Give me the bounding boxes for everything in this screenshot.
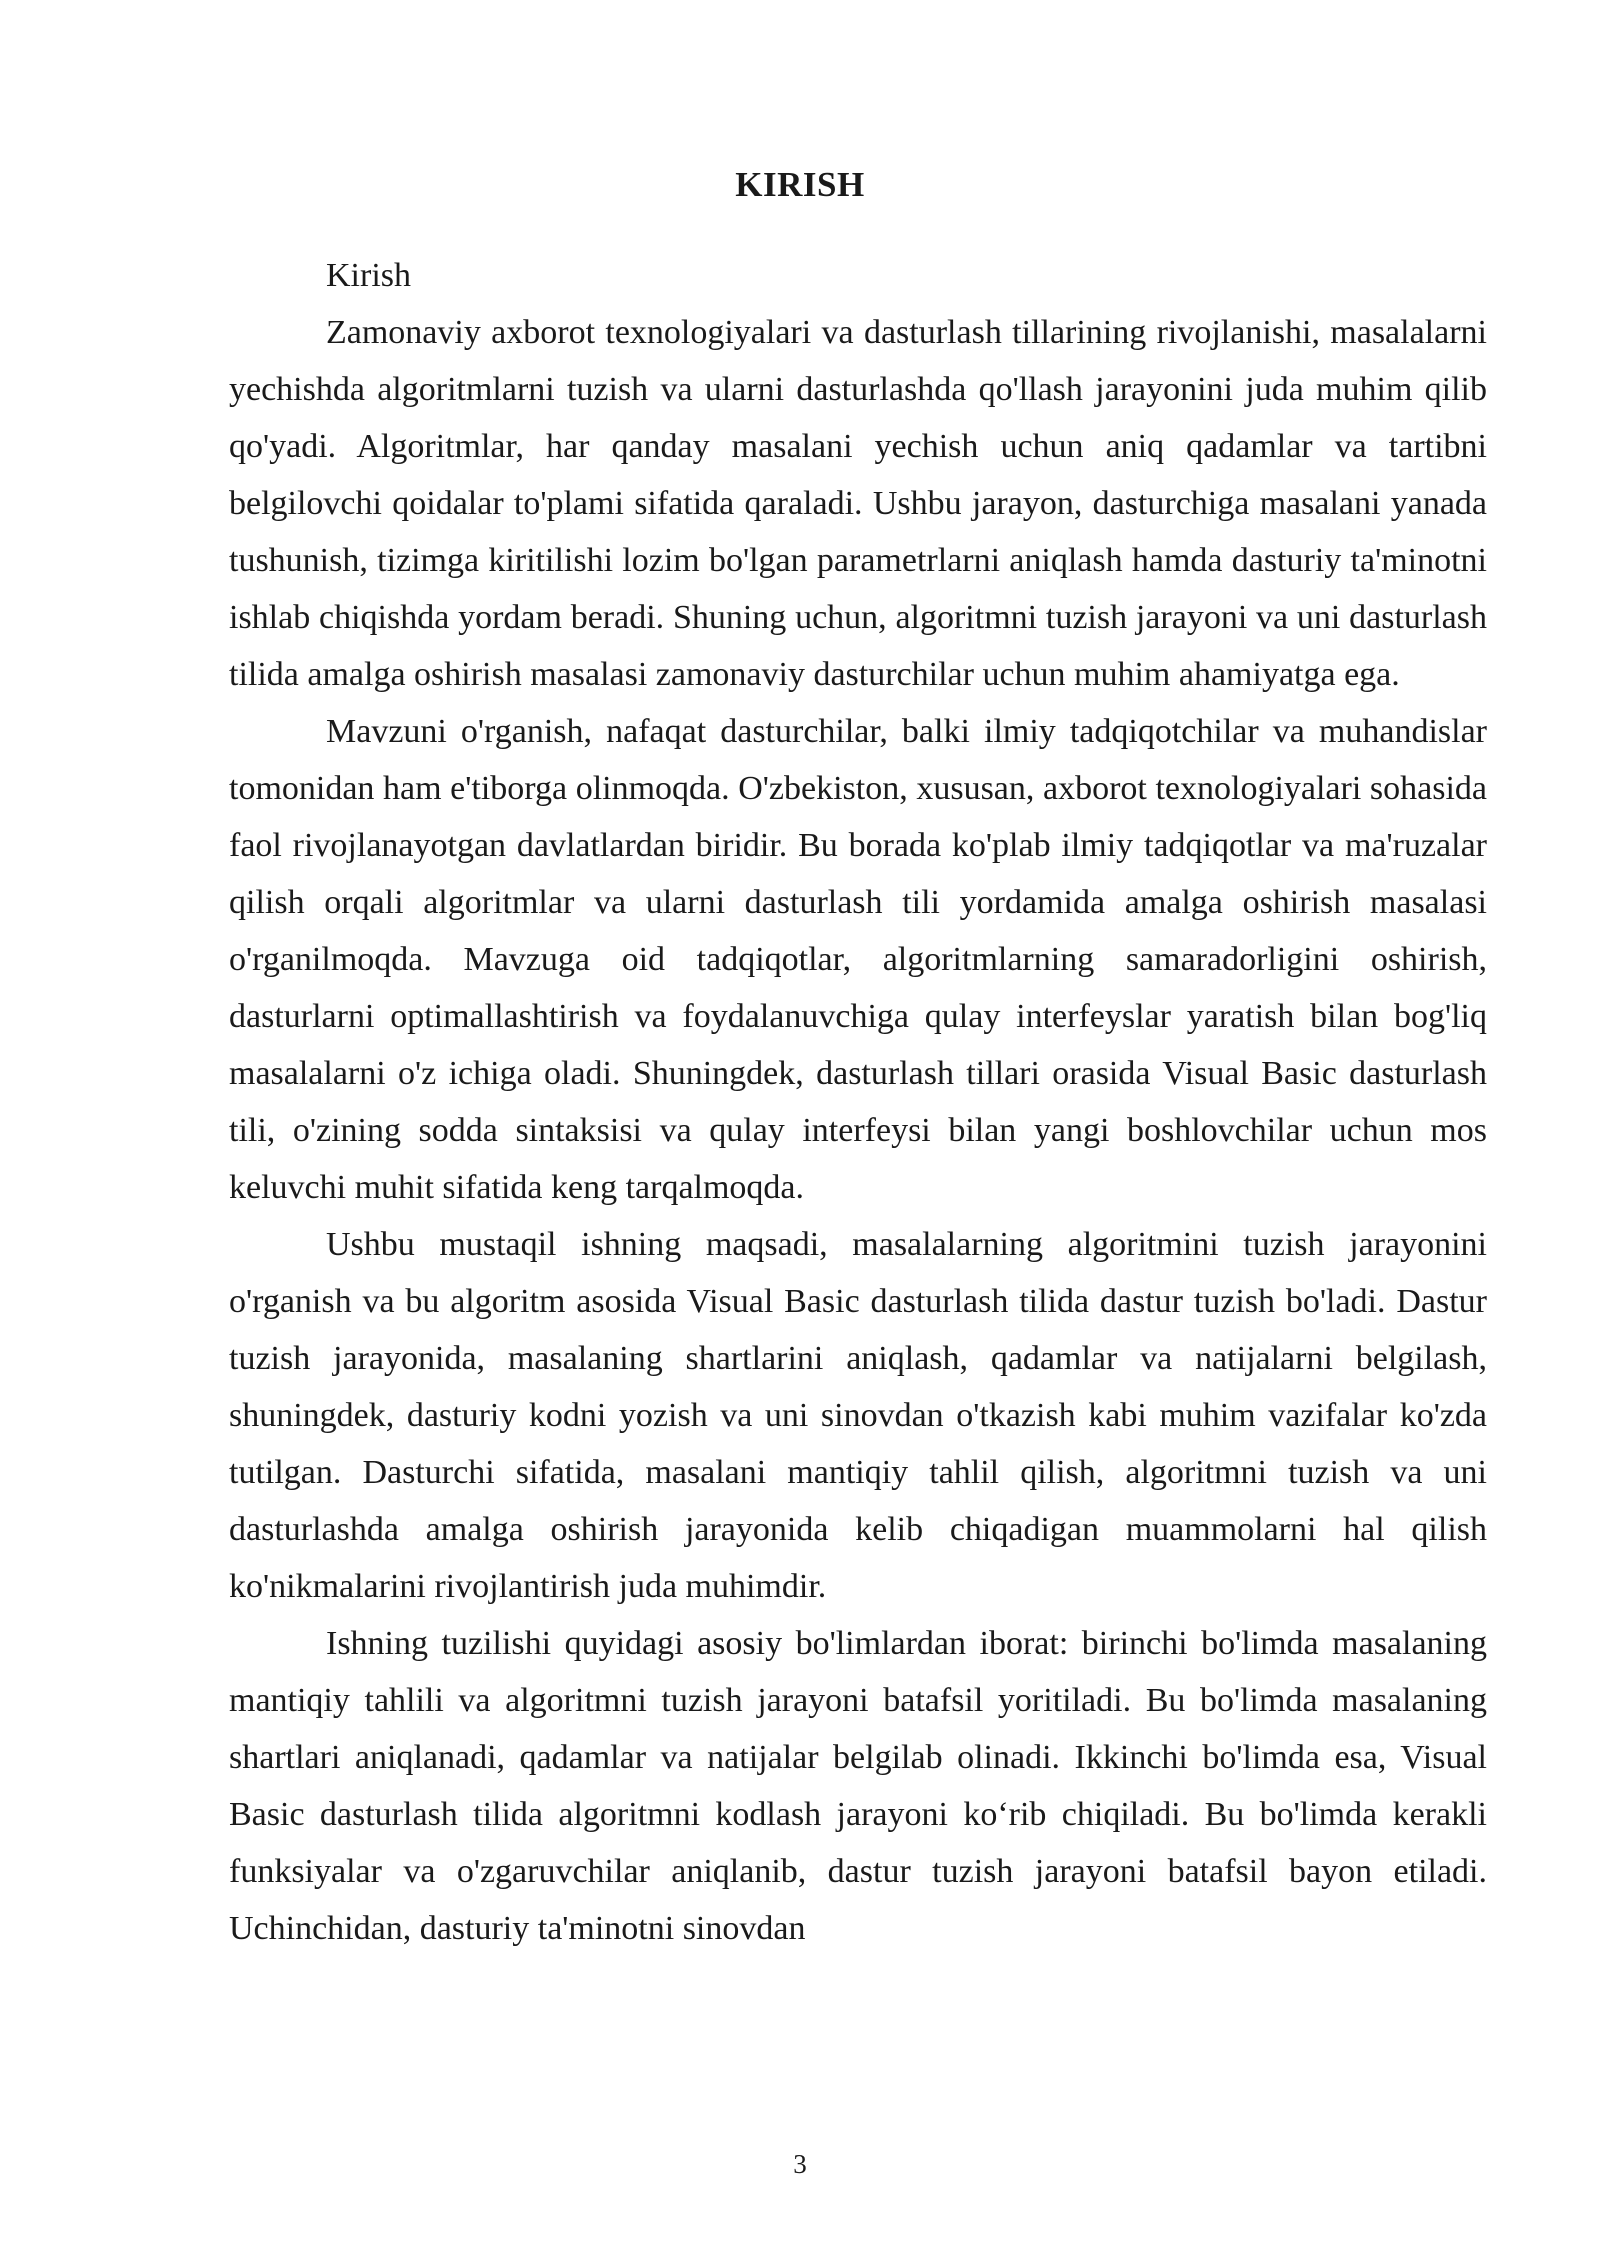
body-text [229, 247, 1487, 1957]
paragraph-subheading: Kirish [326, 257, 411, 294]
paragraph: Zamonaviy axborot texnologiyalari va dasturlash tillarining rivojlanishi, masalalarni yechishda algoritmlarni tuzish va ularni dasturlashda qo'llash jarayonini juda muhim qilib qo'yadi. Algoritmlar, har qanday masalani yechish uchun aniq qadamlar va tartibni belgilovchi qoidalar to'plami sifatida qaraladi. Ushbu jarayon, dasturchiga masalani yanada tushunish, tizimga kiritilishi lozim bo'lgan parametrlarni aniqlash hamda dasturiy ta'minotni ishlab chiqishda yordam beradi. Shuning uchun, algoritmni tuzish jarayoni va uni dasturlash tilida amalga oshirish masalasi zamonaviy dasturchilar uchun muhim ahamiyatga ega. [229, 314, 1487, 693]
paragraph: Ishning tuzilishi quyidagi asosiy bo'limlardan iborat: birinchi bo'limda masalaning mantiqiy tahlili va algoritmni tuzish jarayoni batafsil yoritiladi. Bu bo'limda masalaning shartlari aniqlanadi, qadamlar va natijalar belgilab olinadi. Ikkinchi bo'limda esa, Visual Basic dasturlash tilida algoritmni kodlash jarayoni koʻrib chiqiladi. Bu bo'limda kerakli funksiyalar va o'zgaruvchilar aniqlanib, dastur tuzish jarayoni batafsil bayon etiladi. Uchinchidan, dasturiy ta'minotni sinovdan [229, 1625, 1487, 1947]
page-title: KIRISH [735, 165, 865, 204]
paragraph: Ushbu mustaqil ishning maqsadi, masalalarning algoritmini tuzish jarayonini o'rganish va bu algoritm asosida Visual Basic dasturlash tilida dastur tuzish bo'ladi. Dastur tuzish jarayonida, masalaning shartlarini aniqlash, qadamlar va natijalarni belgilash, shuningdek, dasturiy kodni yozish va uni sinovdan o'tkazish kabi muhim vazifalar ko'zda tutilgan. Dasturchi sifatida, masalani mantiqiy tahlil qilish, algoritmni tuzish va uni dasturlashda amalga oshirish jarayonida kelib chiqadigan muammolarni hal qilish ko'nikmalarini rivojlantirish juda muhimdir. [229, 1226, 1487, 1605]
paragraph: Mavzuni o'rganish, nafaqat dasturchilar, balki ilmiy tadqiqotchilar va muhandislar tomonidan ham e'tiborga olinmoqda. O'zbekiston, xususan, axborot texnologiyalari sohasida faol rivojlanayotgan davlatlardan biridir. Bu borada ko'plab ilmiy tadqiqotlar va ma'ruzalar qilish orqali algoritmlar va ularni dasturlash tili yordamida amalga oshirish masalasi o'rganilmoqda. Mavzuga oid tadqiqotlar, algoritmlarning samaradorligini oshirish, dasturlarni optimallashtirish va foydalanuvchiga qulay interfeyslar yaratish bilan bog'liq masalalarni o'z ichiga oladi. Shuningdek, dasturlash tillari orasida Visual Basic dasturlash tili, o'zining sodda sintaksisi va qulay interfeysi bilan yangi boshlovchilar uchun mos keluvchi muhit sifatida keng tarqalmoqda. [229, 713, 1487, 1206]
page-number: 3 [793, 2149, 807, 2179]
